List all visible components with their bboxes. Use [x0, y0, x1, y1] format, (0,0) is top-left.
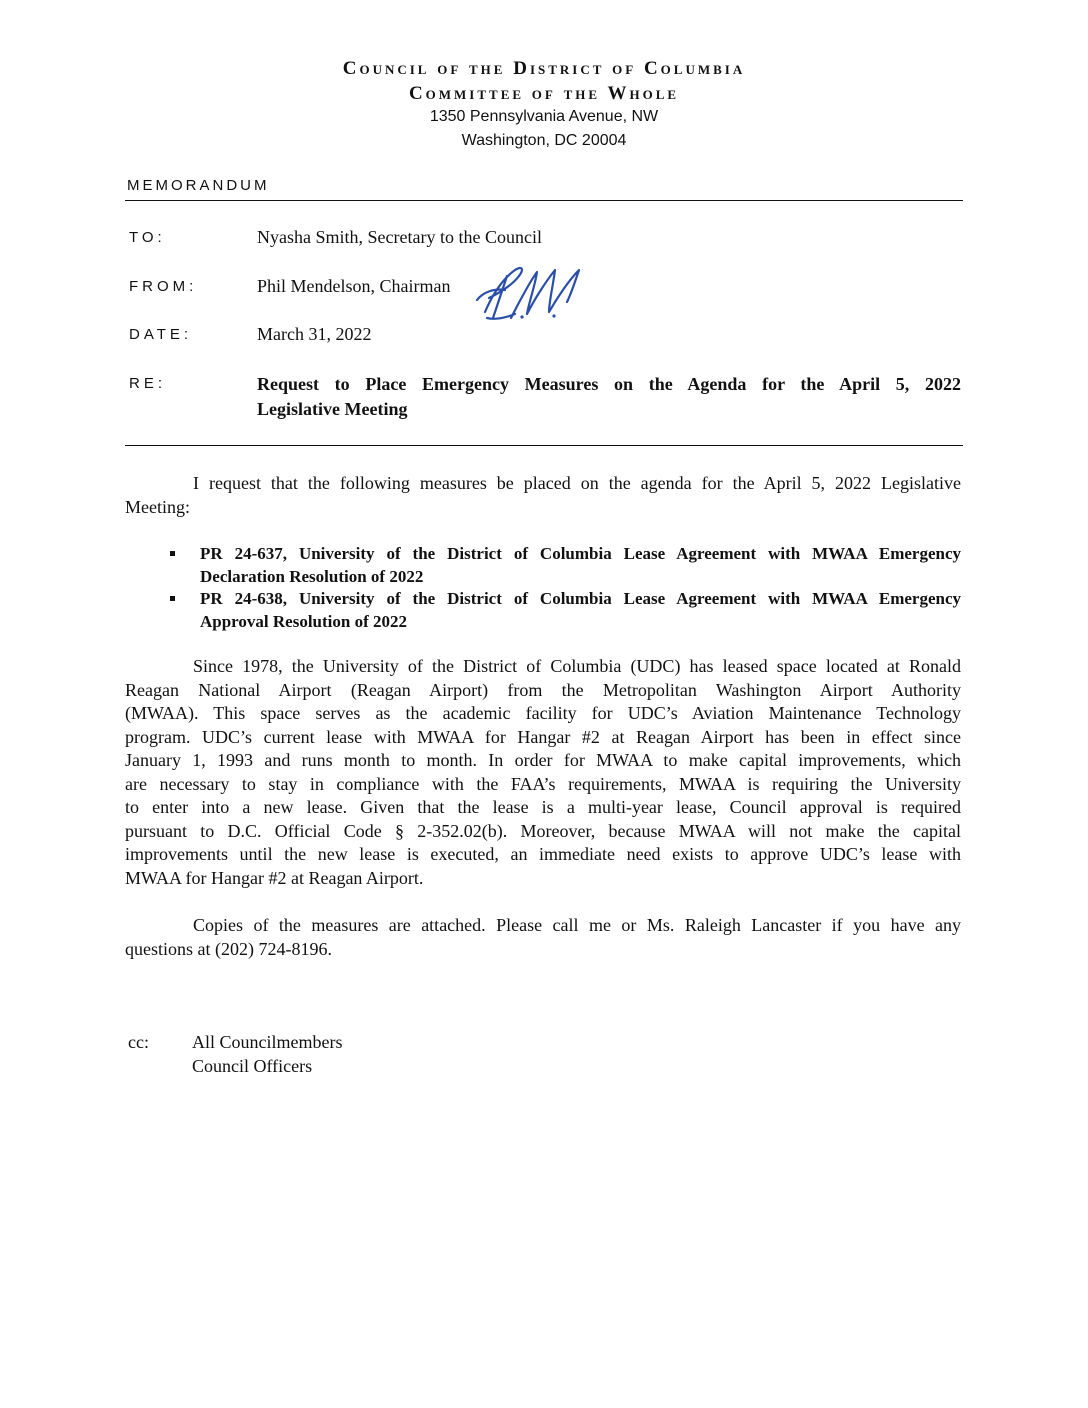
to-label: TO: — [129, 229, 166, 246]
measure-item — [170, 543, 961, 588]
date-label: DATE: — [129, 326, 193, 343]
intro-paragraph — [125, 472, 961, 519]
bullet-square-icon — [170, 596, 175, 601]
measure-line: Approval Resolution of 2022 — [200, 611, 408, 631]
letterhead-address-line1: 1350 Pennsylvania Avenue, NW — [429, 108, 659, 125]
letterhead-address-line2: Washington, DC 20004 — [461, 132, 627, 149]
body-line: (MWAA). This space serves as the academic facility for UDC’s Aviation Maintenance Technology — [125, 703, 961, 723]
body-line: pursuant to D.C. Official Code § 2-352.02(b). Moreover, because MWAA will not make the capital — [125, 820, 961, 841]
bottom-divider — [125, 445, 963, 446]
letterhead-council: Council of the District of Columbia — [342, 58, 746, 79]
cc-recipient: Council Officers — [192, 1056, 313, 1076]
cc-label: cc: — [128, 1032, 149, 1052]
re-subject — [257, 372, 961, 422]
re-subject-line1: Request to Place Emergency Measures on the Agenda for the April 5, 2022 — [257, 374, 961, 394]
signature-image — [475, 262, 593, 322]
from-label: FROM: — [129, 278, 198, 295]
body-line: Since 1978, the University of the District of Columbia (UDC) has leased space located at Ronald — [193, 656, 961, 676]
background-paragraph — [125, 655, 961, 890]
intro-line: I request that the following measures be placed on the agenda for the April 5, 2022 Legislative — [193, 473, 961, 493]
measure-line: Declaration Resolution of 2022 — [200, 566, 424, 586]
re-subject-line2: Legislative Meeting — [257, 399, 408, 419]
cc-recipient: All Councilmembers — [192, 1032, 343, 1052]
date-value: March 31, 2022 — [257, 324, 372, 344]
body-line: are necessary to stay in compliance with the FAA’s requirements, MWAA is requiring the University — [125, 773, 961, 794]
measure-line: PR 24-638, University of the District of Columbia Lease Agreement with MWAA Emergency — [200, 589, 961, 608]
body-line: MWAA for Hangar #2 at Reagan Airport. — [125, 867, 424, 888]
body-line: Reagan National Airport (Reagan Airport) from the Metropolitan Washington Airport Authority — [125, 679, 961, 700]
body-line: program. UDC’s current lease with MWAA for Hangar #2 at Reagan Airport has been in effect since — [125, 726, 961, 747]
body-line: to enter into a new lease. Given that the lease is a multi-year lease, Council approval is required — [125, 797, 961, 817]
memo-heading: MEMORANDUM — [127, 177, 270, 194]
body-line: January 1, 1993 and runs month to month. In order for MWAA to make capital improvements, which — [125, 750, 961, 770]
bullet-square-icon — [170, 551, 175, 556]
measure-line: PR 24-637, University of the District of Columbia Lease Agreement with MWAA Emergency — [200, 544, 961, 563]
intro-line: Meeting: — [125, 496, 190, 517]
re-label: RE: — [129, 375, 167, 392]
measure-item — [170, 588, 961, 633]
body-line: improvements until the new lease is executed, an immediate need exists to approve UDC’s lease with — [125, 844, 961, 864]
to-value: Nyasha Smith, Secretary to the Council — [257, 227, 542, 247]
top-divider — [125, 200, 963, 201]
closing-line: questions at (202) 724-8196. — [125, 938, 332, 959]
measures-list — [170, 543, 961, 633]
closing-paragraph — [125, 914, 961, 961]
letterhead-committee: Committee of the Whole — [408, 83, 680, 104]
from-value: Phil Mendelson, Chairman — [257, 276, 451, 296]
closing-line: Copies of the measures are attached. Please call me or Ms. Raleigh Lancaster if you have any — [193, 915, 961, 935]
